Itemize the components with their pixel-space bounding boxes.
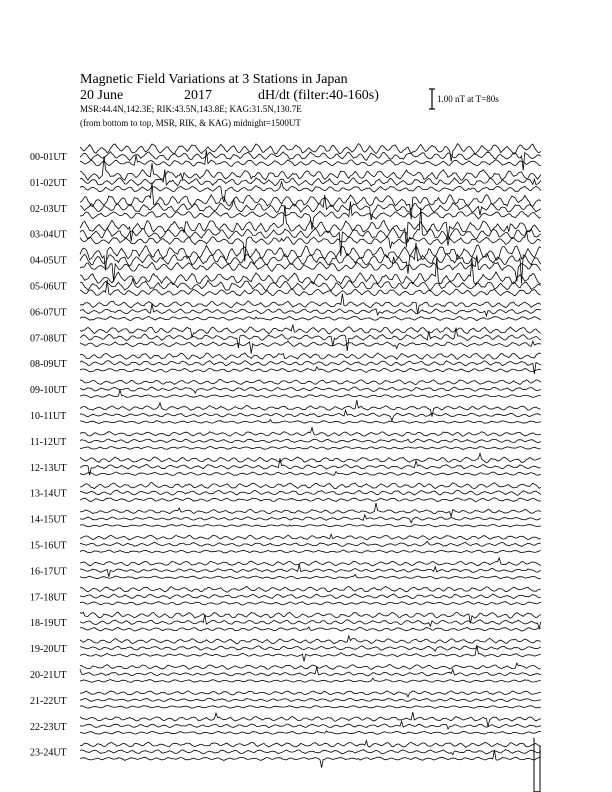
trace-rik [80, 721, 541, 729]
trace-kag [80, 636, 541, 644]
trace-msr [80, 447, 541, 450]
chart-title: Magnetic Field Variations at 3 Stations in Japan [80, 72, 348, 87]
hour-label: 09-10UT [30, 385, 67, 397]
trace-kag [80, 586, 541, 592]
trace-msr [80, 367, 541, 373]
trace-msr [80, 645, 541, 661]
trace-msr [80, 627, 541, 631]
hour-label: 05-06UT [30, 281, 67, 293]
hour-label: 20-21UT [30, 670, 67, 681]
hour-label: 07-08UT [30, 333, 67, 345]
trace-msr [80, 750, 541, 768]
hour-label: 00-01UT [30, 152, 67, 163]
trace-kag [80, 712, 541, 727]
trace-msr [80, 341, 541, 354]
trace-msr [80, 471, 541, 475]
date-day: 20 June [80, 88, 124, 103]
trace-msr [80, 420, 541, 424]
trace-rik [80, 439, 541, 443]
trace-msr [80, 731, 541, 734]
hour-label: 19-20UT [30, 644, 67, 656]
trace-rik [80, 594, 541, 599]
trace-msr [80, 602, 541, 605]
trace-kag [80, 534, 541, 540]
trace-rik [80, 698, 541, 702]
trace-msr [80, 524, 541, 527]
hour-label: 04-05UT [30, 255, 67, 267]
hour-label: 21-22UT [30, 695, 67, 707]
trace-rik [80, 304, 541, 316]
trace-kag [80, 612, 541, 623]
trace-rik [80, 328, 541, 351]
trace-rik [80, 490, 541, 495]
trace-kag [80, 691, 541, 697]
trace-rik [80, 541, 541, 546]
trace-msr [80, 202, 541, 230]
trace-kag [80, 663, 541, 669]
trace-msr [80, 316, 541, 320]
hour-label: 11-12UT [30, 436, 67, 448]
trace-kag [80, 325, 541, 338]
hour-label: 15-16UT [30, 540, 67, 552]
trace-kag [80, 503, 541, 517]
trace-kag [80, 428, 541, 437]
hour-label: 06-07UT [30, 307, 67, 319]
trace-kag [80, 380, 541, 385]
trace-order-note: (from bottom to top, MSR, RIK, & KAG) midnight=1500UT [80, 118, 301, 128]
trace-rik [80, 410, 541, 420]
trace-rik [80, 195, 541, 220]
trace-msr [80, 550, 541, 553]
trace-kag [80, 156, 541, 180]
hour-label: 02-03UT [30, 203, 67, 215]
hour-label: 23-24UT [30, 747, 67, 759]
hour-label: 01-02UT [30, 177, 67, 189]
trace-rik [80, 361, 541, 374]
hour-label: 17-18UT [30, 592, 67, 604]
hour-label: 12-13UT [30, 462, 67, 474]
hour-label: 14-15UT [30, 514, 67, 526]
hour-label: 18-19UT [30, 618, 67, 630]
hour-label: 13-14UT [30, 488, 67, 500]
trace-kag [80, 558, 541, 566]
trace-rik [80, 208, 541, 256]
trace-rik [80, 170, 541, 186]
trace-kag [80, 483, 541, 489]
trace-kag [80, 453, 541, 463]
trace-rik [80, 515, 541, 523]
hour-label: 10-11UT [30, 411, 67, 422]
hour-label: 03-04UT [30, 229, 67, 241]
trace-rik [80, 387, 541, 393]
trace-kag [80, 353, 541, 360]
trace-msr [80, 706, 541, 709]
component-filter: dH/dt (filter:40-160s) [258, 88, 379, 103]
hour-label: 08-09UT [30, 359, 67, 371]
trace-kag [80, 258, 541, 285]
trace-rik [80, 564, 541, 577]
date-year: 2017 [184, 88, 212, 103]
trace-msr [80, 678, 541, 682]
trace-rik [80, 646, 541, 651]
hour-label: 22-23UT [30, 721, 67, 733]
trace-kag [80, 741, 541, 748]
trace-msr [80, 498, 541, 502]
trace-rik [80, 750, 541, 755]
scale-label: 1.00 nT at T=80s [437, 94, 499, 104]
hour-label: 16-17UT [30, 566, 67, 578]
trace-msr [80, 574, 541, 578]
station-coordinates: MSR:44.4N,142.3E; RIK:43.5N,143.8E; KAG:31.5N,130.7E [80, 104, 302, 114]
